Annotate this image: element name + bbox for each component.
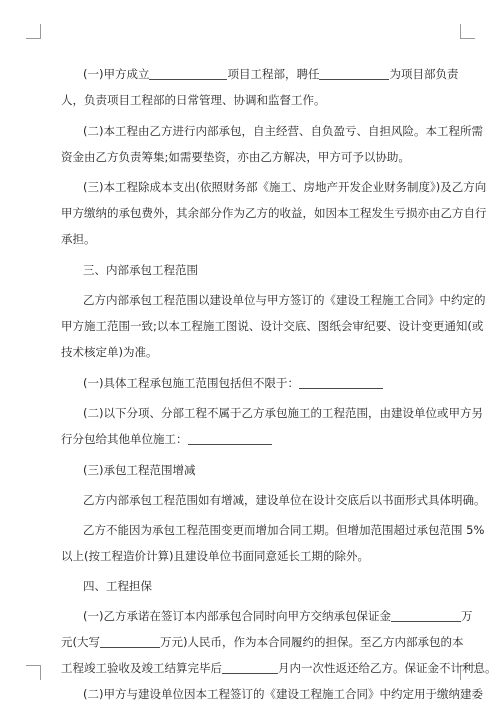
paragraph-line: (三)本工程除成本支出(依照财务部《施工、房地产开发企业财务制度》)及乙方向 <box>83 180 487 194</box>
blank-line[interactable] <box>319 66 389 80</box>
paragraph-line: (一)乙方承诺在签订本内部承包合同时向甲方交纳承包保证金 万 <box>83 609 473 623</box>
crop-mark-bottom-left <box>26 665 41 680</box>
crop-mark-top-right <box>460 24 475 39</box>
blank-line[interactable] <box>222 660 278 674</box>
paragraph-line: 行分包给其他单位施工： <box>61 429 272 449</box>
paragraph-line: 技术核定单)为准。 <box>61 345 158 359</box>
paragraph-line: 甲方缴纳的承包费外，其余部分作为乙方的收益，如因本工程发生亏损亦由乙方自行 <box>61 206 487 220</box>
crop-mark-top-left <box>26 24 41 39</box>
blank-line[interactable] <box>391 608 461 622</box>
paragraph-line: 乙方不能因为承包工程范围变更而增加合同工期。但增加范围超过承包范围 5% <box>83 523 485 537</box>
paragraph-line: (一)具体工程承包施工范围包括但不限于： <box>83 373 383 393</box>
paragraph-line: (二)以下分项、分部工程不属于乙方承包施工的工程范围，由建设单位或甲方另 <box>83 406 483 420</box>
section-heading: 三、内部承包工程范围 <box>83 263 198 277</box>
paragraph-line: 乙方内部承包工程范围如有增减，建设单位在设计交底后以书面形式具体明确。 <box>83 493 486 507</box>
paragraph-line: (二)本工程由乙方进行内部承包，自主经营、自负盈亏、自担风险。本工程所需 <box>83 124 483 138</box>
paragraph-line: 以上(按工程造价计算)且建设单位书面同意延长工期的除外。 <box>61 549 369 563</box>
blank-line[interactable] <box>149 66 227 80</box>
paragraph-line: 承担。 <box>61 232 96 246</box>
paragraph-line: (三)承包工程范围增减 <box>83 463 196 477</box>
paragraph-line: 人，负责项目工程部的日常管理、协调和监督工作。 <box>61 93 326 107</box>
blank-line[interactable] <box>100 634 160 648</box>
paragraph-line: 工程竣工验收及竣工结算完毕后 月内一次性返还给乙方。保证金不计利息。 <box>61 661 497 675</box>
paragraph-line: 资金由乙方负责筹集;如需要垫资，亦由乙方解决，甲方可予以协助。 <box>61 150 410 164</box>
paragraph-line: (二)甲方与建设单位因本工程签订的《建设工程施工合同》中约定用于缴纳建委 <box>83 687 483 701</box>
paragraph-line: (一)甲方成立 项目工程部，聘任 为项目部负责 <box>83 67 459 81</box>
paragraph-line: 甲方施工范围一致;以本工程施工图说、设计交底、图纸会审纪要、设计变更通知(或 <box>61 319 484 333</box>
section-heading: 四、工程担保 <box>83 579 152 593</box>
paragraph-line: 乙方内部承包工程范围以建设单位与甲方签订的《建设工程施工合同》中约定的 <box>83 293 486 307</box>
paragraph-line: 元(大写 万元)人民币，作为本合同履约的担保。至乙方内部承包的本 <box>61 635 464 649</box>
blank-line[interactable] <box>188 431 272 445</box>
blank-line[interactable] <box>299 375 383 389</box>
